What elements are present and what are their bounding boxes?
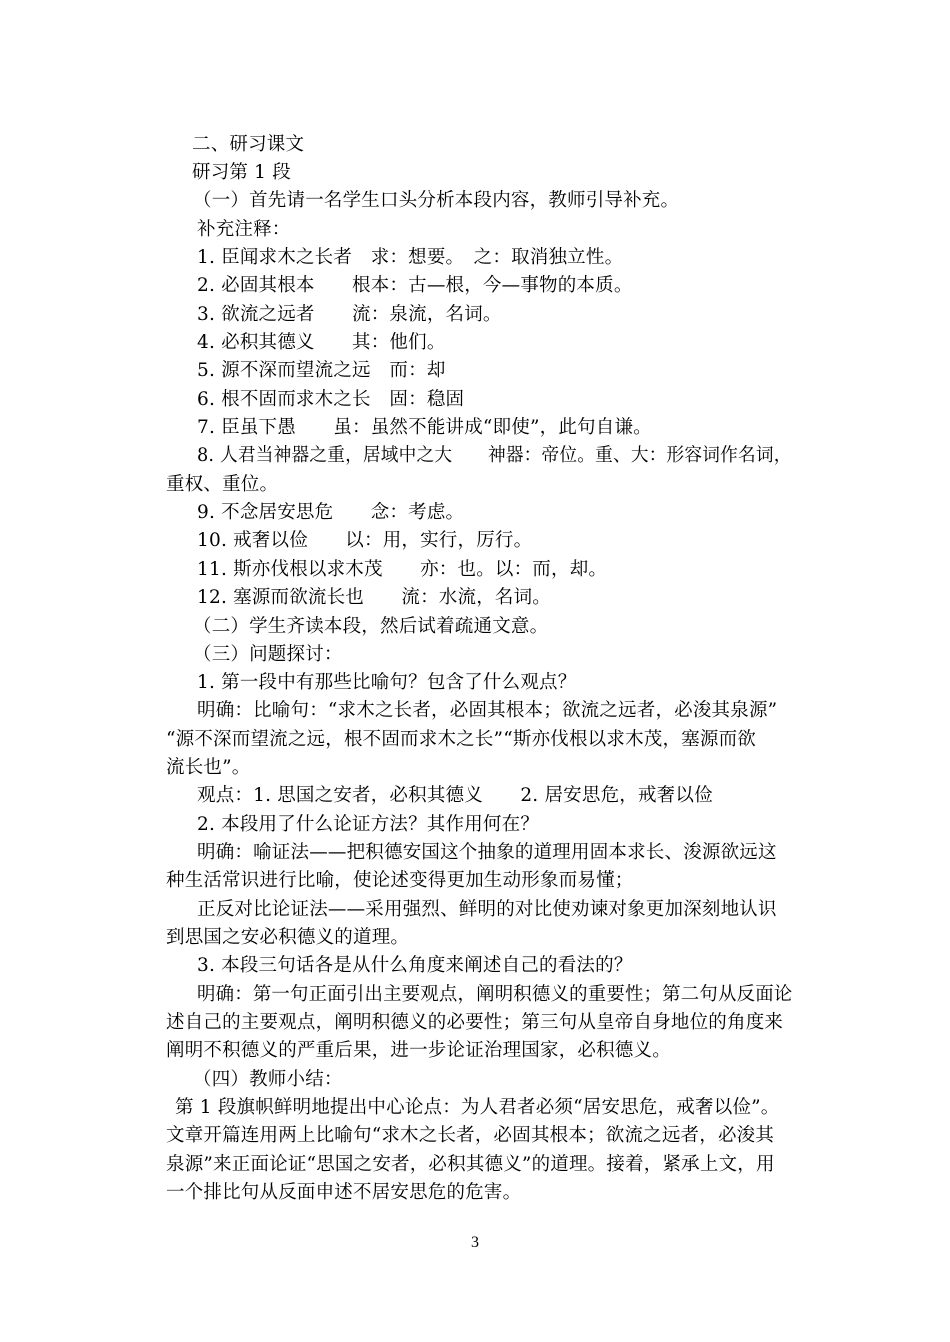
- subsection-heading: 研习第 1 段: [192, 162, 291, 183]
- annotation-item: 3. 欲流之远者 流：泉流，名词。: [197, 304, 502, 325]
- text-line: （三）问题探讨：: [193, 644, 343, 665]
- text-line: 种生活常识进行比喻，使论述变得更加生动形象而易懂；: [166, 870, 634, 891]
- annotation-item: 1. 臣闻求木之长者 求：想要。 之：取消独立性。: [197, 247, 624, 268]
- text-line: 重权、重位。: [166, 474, 279, 495]
- text-line: 泉源”来正面论证“思国之安者，必积其德义”的道理。接着，紧承上文，用: [166, 1154, 775, 1175]
- text-line: 述自己的主要观点，阐明积德义的必要性；第三句从皇帝自身地位的角度来: [166, 1012, 784, 1033]
- text-line: “源不深而望流之远，根不固而求木之长”“斯亦伐根以求木茂，塞源而欲: [166, 729, 756, 750]
- annotation-item: 12. 塞源而欲流长也 流：水流，名词。: [197, 587, 552, 608]
- page-number: 3: [471, 1234, 479, 1251]
- text-line: （一）首先请一名学生口头分析本段内容，教师引导补充。: [193, 190, 680, 211]
- annotation-item: 2. 必固其根本 根本：古—根，今—事物的本质。: [197, 275, 633, 296]
- text-line: 一个排比句从反面申述不居安思危的危害。: [166, 1182, 522, 1203]
- text-line: 正反对比论证法——采用强烈、鲜明的对比使劝谏对象更加深刻地认识: [197, 899, 777, 920]
- text-line: （四）教师小结：: [193, 1069, 343, 1090]
- text-line: 流长也”。: [166, 757, 251, 778]
- question-item: 1. 第一段中有那些比喻句？包含了什么观点？: [197, 672, 577, 693]
- question-item: 2. 本段用了什么论证方法？其作用何在？: [197, 814, 540, 835]
- text-line: 补充注释：: [197, 219, 291, 240]
- annotation-item: 9. 不念居安思危 念：考虑。: [197, 502, 465, 523]
- annotation-item: 8. 人君当神器之重，居域中之大 神器：帝位。重、大：形容词作名词，: [197, 445, 792, 466]
- question-item: 3. 本段三句话各是从什么角度来阐述自己的看法的？: [197, 955, 633, 976]
- section-heading: 二、研习课文: [192, 134, 305, 155]
- text-line: 第 1 段旗帜鲜明地提出中心论点：为人君者必须“居安思危，戒奢以俭”。: [175, 1097, 780, 1118]
- annotation-item: 5. 源不深而望流之远 而：却: [197, 360, 446, 381]
- text-line: 明确：第一句正面引出主要观点，阐明积德义的重要性；第二句从反面论: [197, 984, 793, 1005]
- text-line: 文章开篇连用两上比喻句“求木之长者，必固其根本；欲流之远者，必浚其: [166, 1125, 775, 1146]
- annotation-item: 6. 根不固而求木之长 固：稳固: [197, 389, 465, 410]
- text-line: 阐明不积德义的严重后果，进一步论证治理国家，必积德义。: [166, 1040, 671, 1061]
- text-line: 到思国之安必积德义的道理。: [166, 927, 410, 948]
- text-line: （二）学生齐读本段，然后试着疏通文意。: [193, 616, 549, 637]
- annotation-item: 10. 戒奢以俭 以：用，实行，厉行。: [197, 530, 533, 551]
- annotation-item: 7. 臣虽下愚 虽：虽然不能讲成“即使”，此句自谦。: [197, 417, 652, 438]
- annotation-item: 11. 斯亦伐根以求木茂 亦：也。以：而，却。: [197, 559, 608, 580]
- text-line: 观点：1. 思国之安者，必积其德义 2. 居安思危，戒奢以俭: [197, 785, 713, 806]
- text-line: 明确：比喻句：“求木之长者，必固其根本；欲流之远者，必浚其泉源”: [197, 700, 778, 721]
- annotation-item: 4. 必积其德义 其：他们。: [197, 332, 446, 353]
- text-line: 明确：喻证法——把积德安国这个抽象的道理用固本求长、浚源欲远这: [197, 842, 777, 863]
